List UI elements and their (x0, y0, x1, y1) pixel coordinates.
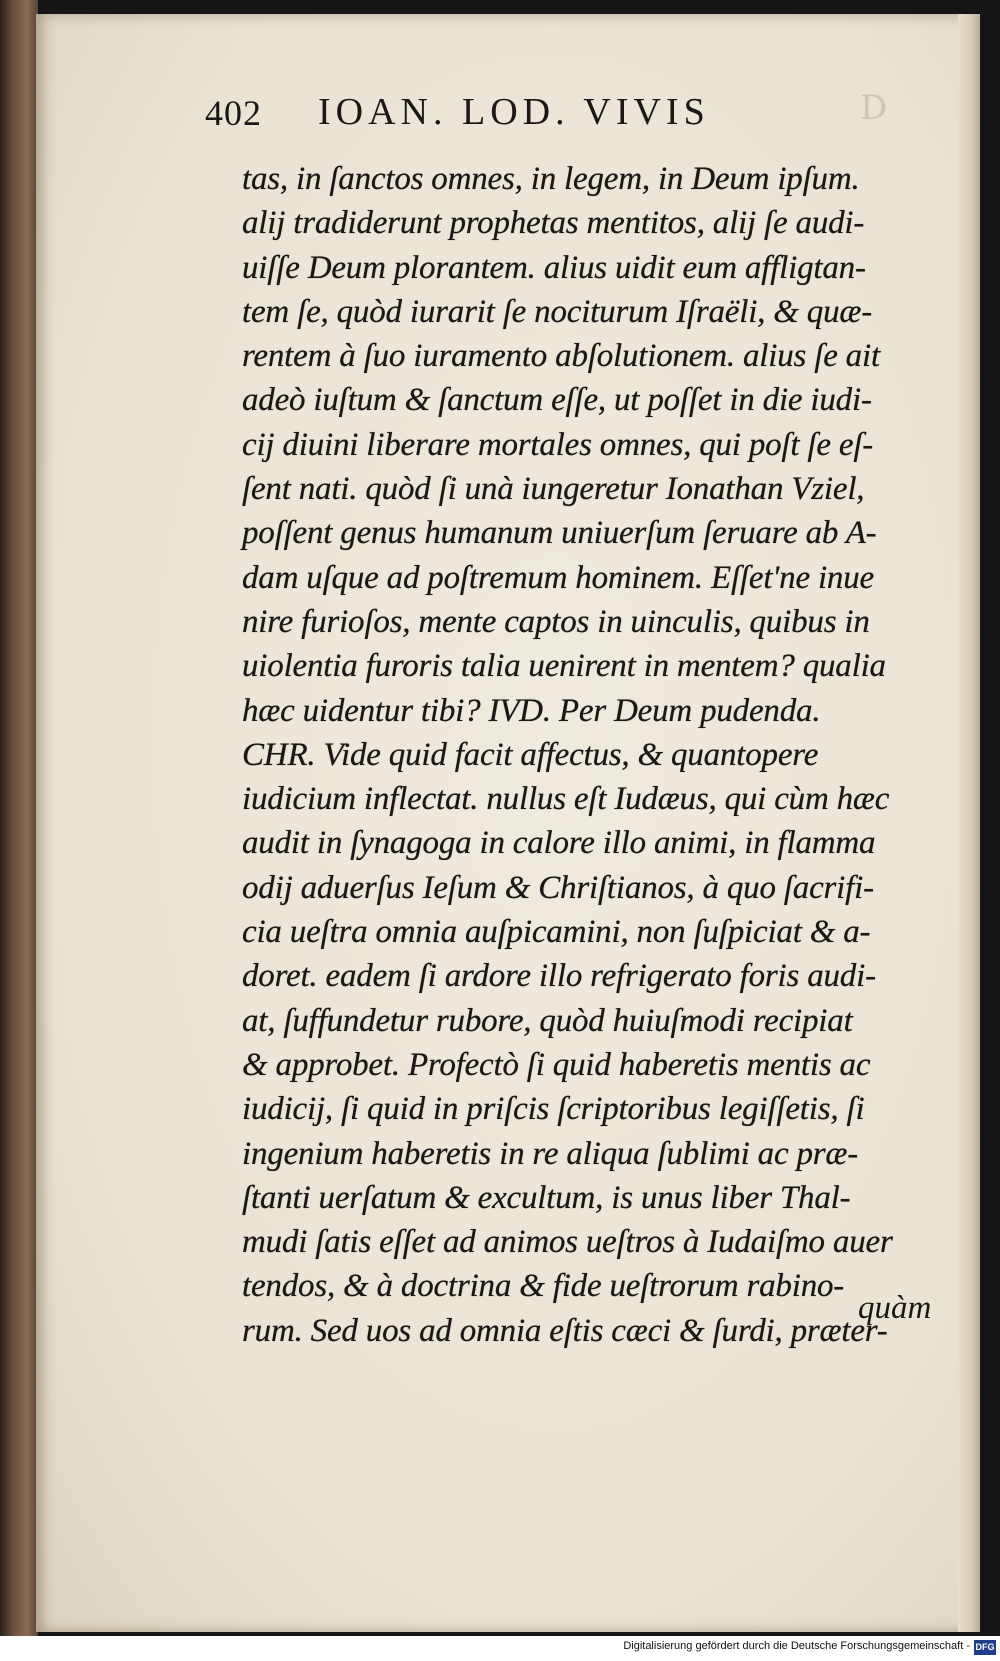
text-line: rentem à ſuo iuramento abſolutionem. alius ſe ait (242, 338, 880, 375)
text-line: poſſent genus humanum uniuerſum ſeruare ab A- (242, 515, 877, 552)
text-line: CHR. Vide quid facit affectus, & quantopere (242, 736, 819, 773)
page-number: 402 (205, 93, 262, 133)
text-line: ingenium haberetis in re aliqua ſublimi ac præ- (242, 1135, 859, 1172)
text-line: alij tradiderunt prophetas mentitos, alij ſe audi- (242, 205, 865, 242)
text-line: iudicium inflectat. nullus eſt Iudæus, qui cùm hæc (242, 781, 890, 818)
text-line: iudicij, ſi quid in priſcis ſcriptoribus legiſſetis, ſi (242, 1091, 865, 1128)
text-line: nire furioſos, mente captos in uinculis, quibus in (242, 603, 870, 640)
text-line: tem ſe, quòd iurarit ſe nociturum Iſraëli, & quæ- (242, 293, 872, 330)
text-line: audit in ſynagoga in calore illo animi, in flamma (242, 825, 876, 862)
show-through-text: D (860, 88, 891, 128)
text-line: adeò iuſtum & ſanctum eſſe, ut poſſet in die iudi- (242, 382, 872, 419)
text-line: rum. Sed uos ad omnia eſtis cæci & ſurdi, præter- (242, 1312, 888, 1349)
footer-bar (0, 1636, 1000, 1661)
text-line: ſtanti uerſatum & excultum, is unus liber Thal- (242, 1179, 851, 1216)
text-line: mudi ſatis eſſet ad animos ueſtros à Iudaiſmo auer (242, 1224, 893, 1261)
text-line: tas, in ſanctos omnes, in legem, in Deum ipſum. (242, 161, 860, 197)
text-line: cij diuini liberare mortales omnes, qui poſt ſe eſ- (242, 426, 874, 463)
text-line: hæc uidentur tibi? IVD. Per Deum pudenda. (242, 692, 821, 729)
text-line: cia ueſtra omnia auſpicamini, non ſuſpiciat & a- (242, 914, 871, 951)
text-line: uiſſe Deum plorantem. alius uidit eum affligtan- (242, 249, 866, 286)
footer-credit: Digitalisierung gefördert durch die Deutsche Forschungsgemeinschaft - (623, 1640, 970, 1652)
text-line: dam uſque ad poſtremum hominem. Eſſet'ne inue (242, 559, 874, 596)
text-line: at, ſuffundetur rubore, quòd huiuſmodi recipiat (242, 1002, 853, 1039)
text-line: tendos, & à doctrina & fide ueſtrorum rabino- (242, 1268, 845, 1305)
body-text (242, 157, 942, 1353)
text-line: ſent nati. quòd ſi unà iungeretur Ionathan Vziel, (242, 471, 865, 508)
page-edge (958, 14, 980, 1632)
page-header (205, 90, 845, 140)
text-line: doret. eadem ſi ardore illo refrigerato foris audi- (242, 958, 876, 995)
catchword: quàm (858, 1290, 932, 1326)
text-line: & approbet. Profectò ſi quid haberetis mentis ac (242, 1046, 871, 1083)
running-head: IOAN. LOD. VIVIS (318, 91, 710, 133)
text-line: uiolentia furoris talia uenirent in mentem? qualia (242, 648, 886, 685)
dfg-logo: DFG (974, 1640, 996, 1655)
text-line: odij aduerſus Ieſum & Chriſtianos, à quo ſacrifi- (242, 869, 874, 906)
book-binding-edge (0, 0, 38, 1661)
